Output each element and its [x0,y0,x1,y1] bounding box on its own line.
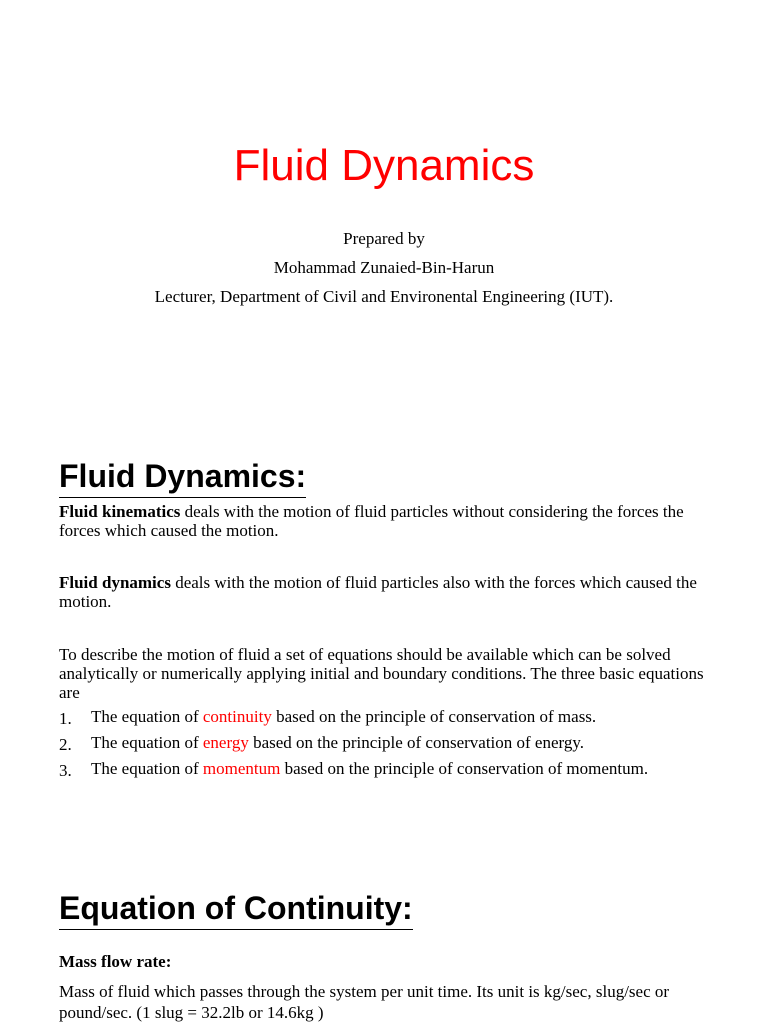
kinematics-paragraph [59,502,719,540]
equation-keyword: momentum [202,759,281,778]
equation-prefix: The equation of [91,759,203,778]
prepared-by-label: Prepared by [343,229,425,248]
dynamics-paragraph [59,573,719,611]
dynamics-text: deals with the motion of fluid particles also with the forces which caused the motion. [59,573,697,611]
list-item [59,706,739,732]
equation-suffix: based on the principle of conservation of mass. [271,707,597,726]
list-item [59,758,739,784]
equation-prefix: The equation of [91,707,203,726]
author-name: Mohammad Zunaied-Bin-Harun [273,258,495,277]
list-item-number: 1. [59,709,72,728]
equation-suffix: based on the principle of conservation of energy. [248,733,585,752]
kinematics-text: deals with the motion of fluid particles without considering the forces the forces which caused the motion. [59,502,684,540]
list-item-text [91,758,648,780]
list-item-number: 3. [59,761,72,780]
list-item [59,732,739,758]
list-item-text [91,706,596,728]
kinematics-term: Fluid kinematics [59,502,181,521]
equation-keyword: continuity [202,707,272,726]
mass-flow-rate-paragraph: Mass of fluid which passes through the system per unit time. Its unit is kg/sec, slug/sec or pound/sec. (1 slug = 32.2lb or 14.6kg ) [59,982,670,1022]
mass-flow-rate-subheading: Mass flow rate: [59,952,172,971]
continuity-heading: Equation of Continuity: [59,889,413,930]
basic-equations-list [59,706,739,784]
fluid-dynamics-heading: Fluid Dynamics: [59,457,306,498]
dynamics-term: Fluid dynamics [59,573,171,592]
presentation-title: Fluid Dynamics [233,141,535,190]
equations-intro-paragraph: To describe the motion of fluid a set of equations should be available which can be solved analytically or numerically applying initial and boundary conditions. The three basic equations are [59,645,704,702]
equation-keyword: energy [202,733,249,752]
title-slide [0,0,768,400]
author-role: Lecturer, Department of Civil and Environental Engineering (IUT). [154,287,614,306]
list-item-text [91,732,584,754]
equation-prefix: The equation of [91,733,203,752]
list-item-number: 2. [59,735,72,754]
equation-suffix: based on the principle of conservation of momentum. [280,759,649,778]
